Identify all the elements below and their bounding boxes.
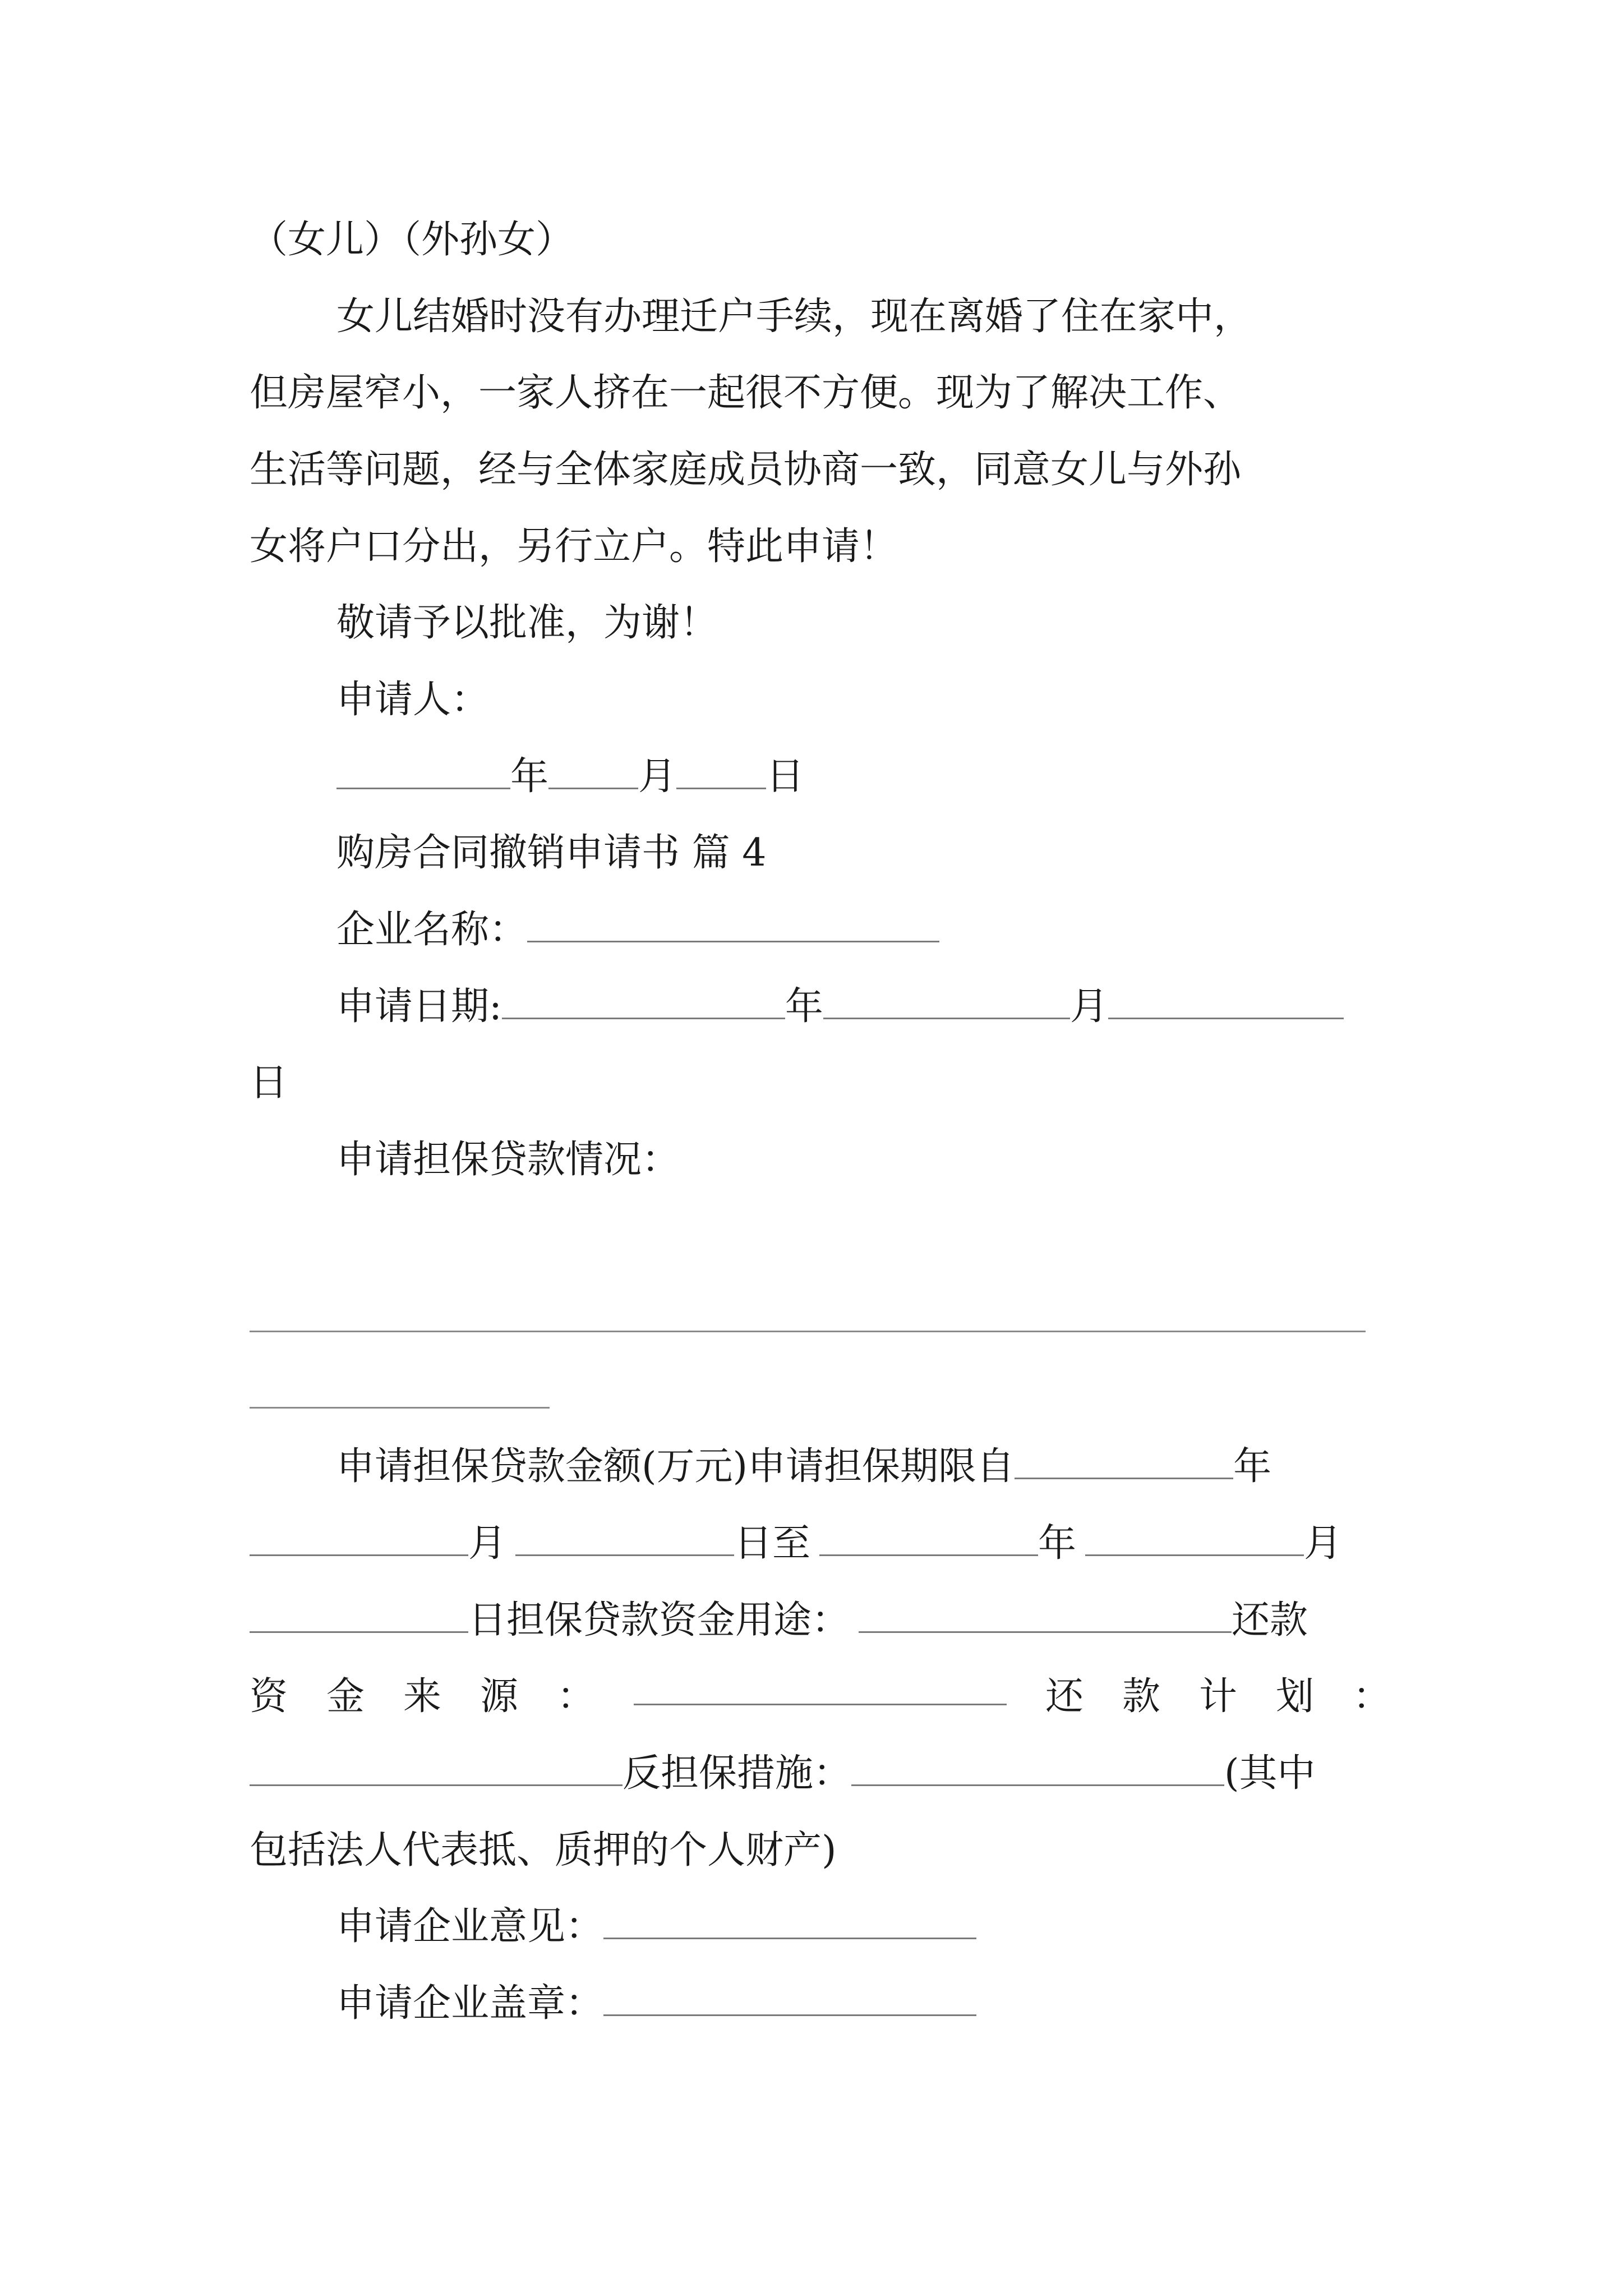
year-blank[interactable] — [336, 753, 510, 789]
term-end-month-blank[interactable] — [1085, 1520, 1304, 1556]
applicant-label: 申请人： — [336, 678, 490, 722]
paragraph-line-2: 但房屋窄小，一家人挤在一起很不方便。现为了解决工作、 — [250, 371, 1242, 415]
seal-blank[interactable] — [603, 1980, 976, 2016]
usage-line: 日担保贷款资金用途： 还款 — [0, 1593, 1623, 1649]
include-line: 包括法人代表抵、质押的个人财产) — [250, 1828, 837, 1872]
loan-situation-blank-2[interactable] — [250, 1407, 550, 1409]
month-blank[interactable] — [548, 753, 638, 789]
counter-guarantee-blank[interactable] — [851, 1750, 1224, 1786]
company-name-blank[interactable] — [527, 906, 939, 942]
usage-blank[interactable] — [859, 1596, 1232, 1633]
paragraph-line-4: 女将户口分出，另行立户。特此申请！ — [250, 524, 898, 569]
source-blank[interactable] — [634, 1669, 1007, 1705]
section-title: 购房合同撤销申请书 篇 4 — [336, 831, 767, 875]
loan-situation-label: 申请担保贷款情况： — [336, 1138, 680, 1182]
relation-line: （女儿）（外孙女） — [250, 218, 574, 262]
company-name-line: 企业名称： — [0, 902, 1623, 958]
counter-guarantee-line: 反担保措施： (其中 — [0, 1746, 1623, 1802]
day-blank[interactable] — [676, 753, 766, 789]
apply-date-line: 申请日期: 年 月 — [0, 979, 1623, 1035]
opinion-line: 申请企业意见： — [0, 1899, 1623, 1955]
term-end-day-blank[interactable] — [250, 1596, 468, 1633]
loan-situation-blank-1[interactable] — [250, 1331, 1366, 1332]
apply-month-blank[interactable] — [823, 983, 1070, 1019]
apply-day-blank[interactable] — [1108, 983, 1344, 1019]
date-line: 年 月 日 — [0, 749, 1623, 805]
opinion-blank[interactable] — [603, 1903, 976, 1939]
paragraph-line-1: 女儿结婚时没有办理迁户手续，现在离婚了住在家中， — [336, 295, 1252, 339]
apply-year-blank[interactable] — [502, 983, 785, 1019]
term-start-year-blank[interactable] — [1015, 1443, 1233, 1479]
amount-line: 申请担保贷款金额(万元)申请担保期限自 年 — [0, 1439, 1623, 1495]
term-end-year-blank[interactable] — [819, 1520, 1038, 1556]
apply-day-wrap: 日 — [250, 1061, 288, 1105]
term-start-day-blank[interactable] — [515, 1520, 734, 1556]
seal-line: 申请企业盖章： — [0, 1976, 1623, 2032]
term-line: 月 日至 年 月 — [0, 1516, 1623, 1572]
plan-blank[interactable] — [250, 1750, 623, 1786]
source-plan-line: 资 金 来 源 ： 还 款 计 划 ： — [250, 1669, 1391, 1725]
term-start-month-blank[interactable] — [250, 1520, 468, 1556]
request-line: 敬请予以批准，为谢！ — [336, 601, 718, 645]
paragraph-line-3: 生活等问题，经与全体家庭成员协商一致，同意女儿与外孙 — [250, 448, 1242, 492]
